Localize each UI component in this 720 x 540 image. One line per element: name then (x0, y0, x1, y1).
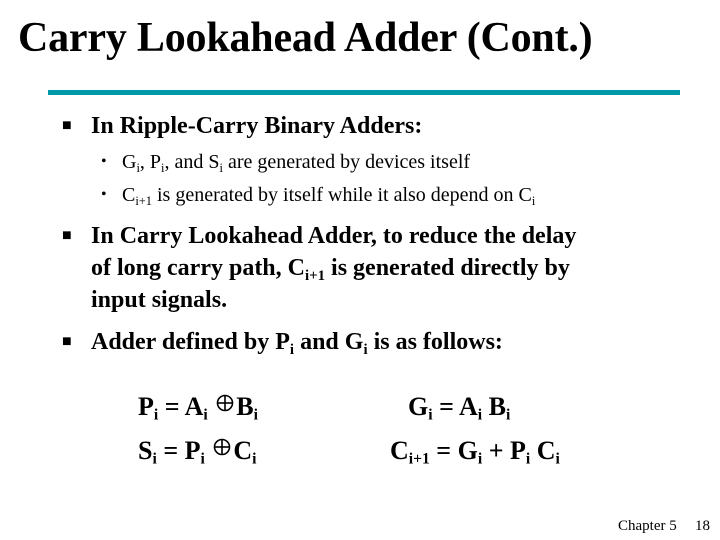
bullet-text: Adder defined by $P_i$ and $G_i$ is as follows: (91, 329, 503, 358)
bullet-text: In Carry Lookahead Adder, to reduce the delay of long carry path, $C_{i+1}$ is generated directly by input signals. (91, 223, 577, 313)
bullet-text: In Ripple-Carry Binary Adders: (91, 113, 423, 139)
equation-generate: $G_i = A_i$ $B_i$ (408, 392, 511, 424)
slide-title: Carry Lookahead Adder (Cont.) (18, 15, 593, 61)
xor-icon (213, 438, 231, 456)
square-bullet-icon: ■ (62, 117, 72, 134)
equation-sum: $S_i = P_i$ $C_i$ (138, 436, 257, 468)
xor-icon (216, 394, 234, 412)
sub-bullet-text: $G_i$, $P_i$, and $S_i$ are generated by devices itself (122, 151, 471, 175)
square-bullet-icon: ■ (62, 333, 72, 350)
title-divider (48, 90, 680, 95)
equation-carry: $C_{i+1} = G_i + P_i$ $C_i$ (390, 436, 560, 468)
dot-bullet-icon: • (101, 186, 107, 203)
footer-page-number: 18 (695, 518, 710, 534)
equation-propagate: $P_i = A_i$ $B_i$ (138, 392, 258, 424)
square-bullet-icon: ■ (62, 227, 72, 244)
dot-bullet-icon: • (101, 153, 107, 170)
footer-chapter: Chapter 5 (618, 518, 677, 534)
sub-bullet-text: $C_{i+1}$ is generated by itself while it also depend on $C_i$ (122, 184, 536, 208)
